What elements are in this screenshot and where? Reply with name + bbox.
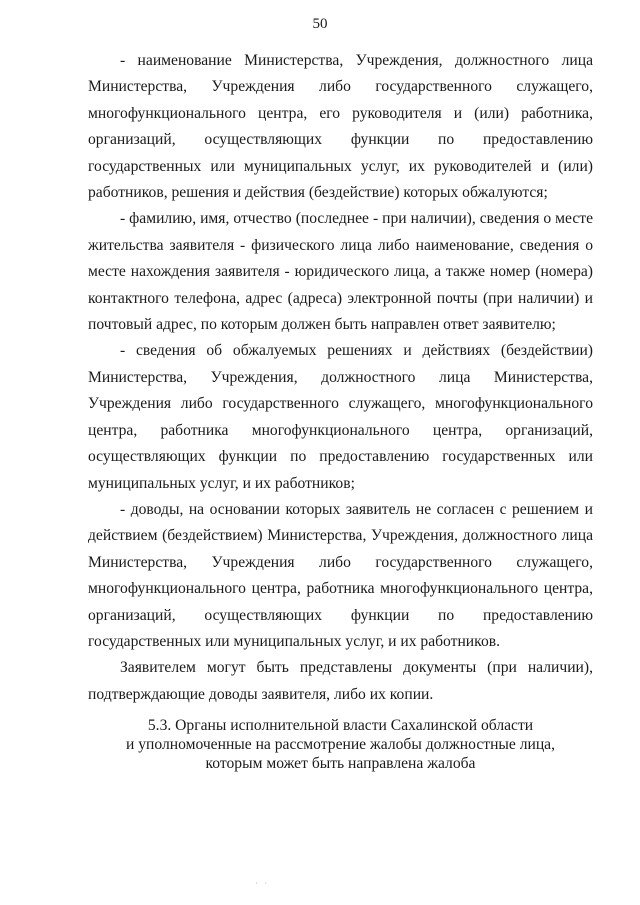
scan-artifact: · · (255, 878, 270, 888)
section-heading (88, 716, 593, 773)
paragraph-item: - фамилию, имя, отчество (последнее - при наличии), сведения о месте жительства заявителя - физического лица либо наименование, сведения о месте нахождения заявителя - юридического лица, а также номер (номера) контактного телефона, адрес (адреса) электронной почты (при наличии) и почтовый адрес, по которым должен быть направлен ответ заявителю; (88, 210, 593, 334)
section-heading-line: 5.3. Органы исполнительной власти Сахалинской области (147, 717, 534, 734)
document-body (88, 48, 593, 708)
section-heading-line: и уполномоченные на рассмотрение жалобы должностные лица, (125, 736, 556, 753)
paragraph-item: - наименование Министерства, Учреждения, должностного лица Министерства, Учреждения либо государственного служащего, многофункционального центра, его руководителя и (или) работника, организаций, осуществляющих функции по предоставлению государственных или муниципальных услуг, их руководителей и (или) работников, решения и действия (бездействие) которых обжалуются; (88, 52, 593, 202)
paragraph-item: Заявителем могут быть представлены документы (при наличии), подтверждающие доводы заявителя, либо их копии. (88, 659, 593, 703)
page-number: 50 (312, 16, 328, 32)
section-heading-line: которым может быть направлена жалоба (205, 755, 476, 772)
paragraph-item: - сведения об обжалуемых решениях и действиях (бездействии) Министерства, Учреждения, должностного лица Министерства, Учреждения либо государственного служащего, многофункционального центра, работника многофункционального центра, организаций, осуществляющих функции по предоставлению государственных или муниципальных услуг, и их работников; (88, 342, 593, 492)
paragraph-item: - доводы, на основании которых заявитель не согласен с решением и действием (бездействием) Министерства, Учреждения, должностного лица Министерства, Учреждения либо государственного служащего, многофункционального центра, работника многофункционального центра, организаций, осуществляющих функции по предоставлению государственных или муниципальных услуг, и их работников. (88, 500, 593, 650)
